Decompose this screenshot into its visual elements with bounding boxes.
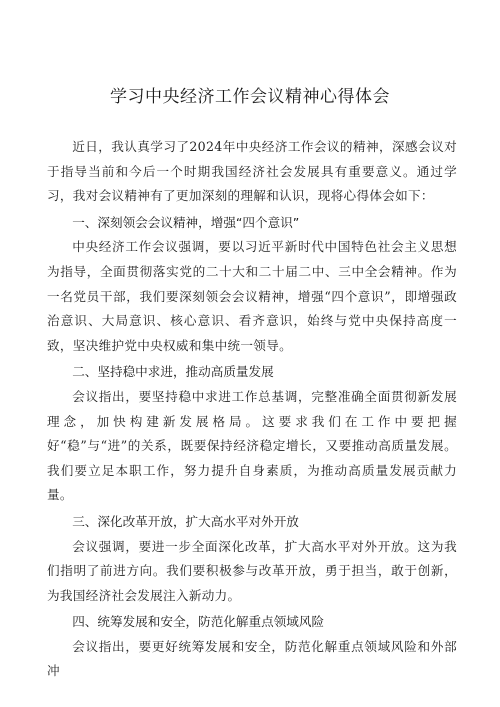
section-4-body: 会议指出，要更好统筹发展和安全，防范化解重点领域风险和外部冲 xyxy=(47,638,457,679)
section-1-body: 中央经济工作会议强调，要以习近平新时代中国特色社会主义思想为指导，全面贯彻落实党的二十大和二十届二中、三中全会精神。作为一名党员干部，我们要深刻领会会议精神，增强“四个意识”，即增强政治意识、大局意识、核心意识、看齐意识，始终与党中央保持高度一致，坚决维护党中央权威和集中统一领导。 xyxy=(47,239,457,353)
document-body xyxy=(47,135,457,684)
section-4-heading: 四、统筹发展和安全，防范化解重点领域风险 xyxy=(72,614,325,630)
section-3-body: 会议强调，要进一步全面深化改革，扩大高水平对外开放。这为我们指明了前进方向。我们要积极参与改革开放，勇于担当，敢于创新，为我国经济社会发展注入新动力。 xyxy=(47,538,457,603)
section-1-heading: 一、深刻领会会议精神，增强“四个意识” xyxy=(72,214,300,230)
section-2-body: 会议指出，要坚持稳中求进工作总基调，完整准确全面贯彻新发展理念，加快构建新发展格局。这要求我们在工作中要把握好“稳”与“进”的关系，既要保持经济稳定增长，又要推动高质量发展。我们要立足本职工作，努力提升自身素质，为推动高质量发展贡献力量。 xyxy=(47,388,457,503)
section-3-heading: 三、深化改革开放，扩大高水平对外开放 xyxy=(72,513,299,529)
intro-paragraph: 近日，我认真学习了2024年中央经济工作会议的精神，深感会议对于指导当前和今后一个时期我国经济社会发展具有重要意义。通过学习，我对会议精神有了更加深刻的理解和认识，现将心得体会如下： xyxy=(47,139,457,204)
document-title: 学习中央经济工作会议精神心得体会 xyxy=(110,87,390,107)
section-2-heading: 二、坚持稳中求进，推动高质量发展 xyxy=(72,364,274,380)
